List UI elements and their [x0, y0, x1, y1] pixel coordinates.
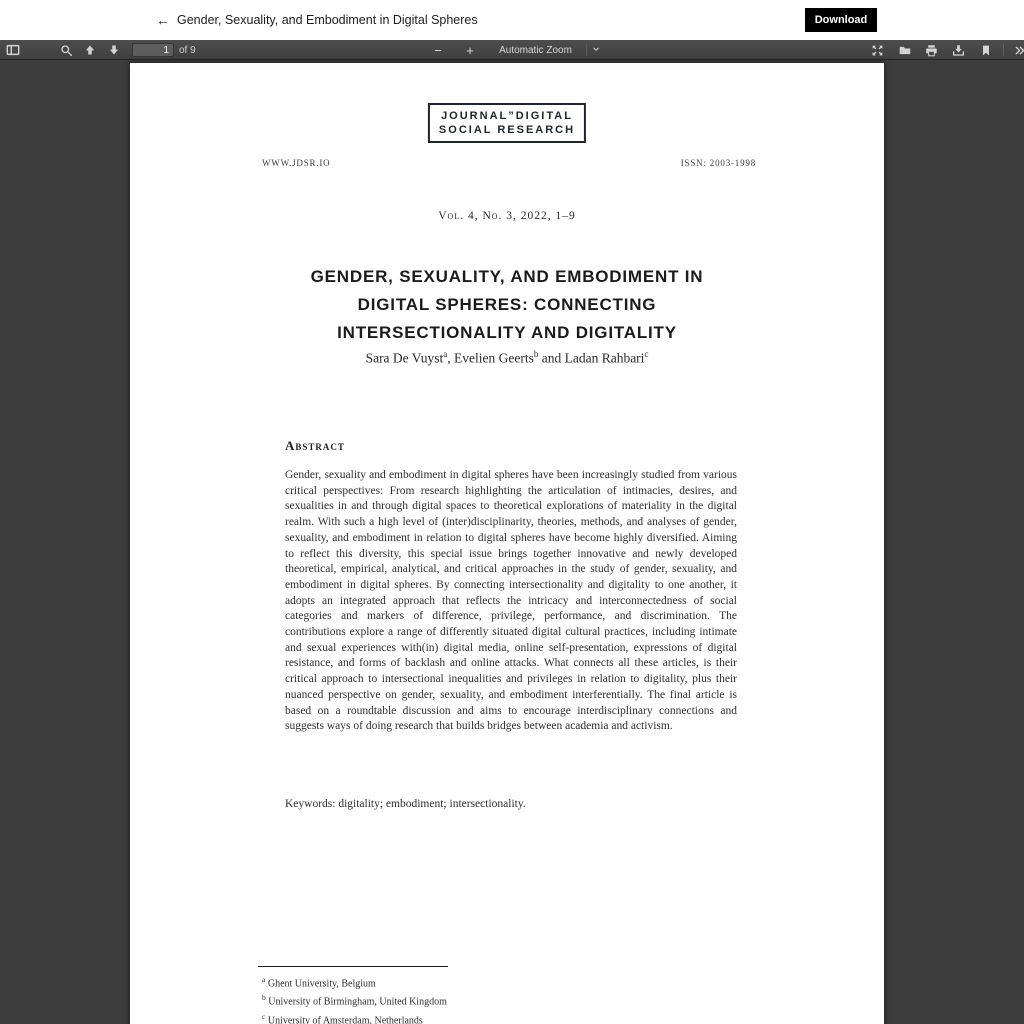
- journal-website: WWW.JDSR.IO: [262, 158, 331, 168]
- footnote-b: $^b$ University of Birmingham, United Kingdom: [262, 993, 447, 1008]
- zoom-in-button[interactable]: +: [466, 42, 474, 58]
- pdf-toolbar: [0, 40, 1024, 60]
- author-line: Sara De Vuyst$^a$, Evelien Geerts$^b$ and Ladan Rahbari$^c$: [365, 349, 649, 366]
- journal-issn: ISSN: 2003-1998: [680, 158, 756, 168]
- zoom-mode-label: Automatic Zoom: [499, 44, 572, 56]
- download-button[interactable]: Download: [805, 8, 877, 32]
- toolbar-overflow-icon[interactable]: [1008, 40, 1024, 60]
- footnote-rule: [258, 966, 448, 967]
- page-number-input[interactable]: [132, 43, 174, 57]
- previous-page-icon[interactable]: [78, 40, 102, 60]
- zoom-out-button[interactable]: −: [434, 42, 442, 58]
- next-page-icon[interactable]: [102, 40, 126, 60]
- print-icon[interactable]: [918, 40, 945, 60]
- journal-logo-line1: JOURNAL”DIGITAL: [441, 110, 573, 122]
- zoom-mode-select[interactable]: [493, 40, 601, 60]
- browser-bar: [0, 0, 1024, 40]
- zoom-select-divider: [586, 44, 587, 56]
- open-file-icon[interactable]: [891, 40, 918, 60]
- toolbar-divider: [1003, 44, 1004, 56]
- download-icon[interactable]: [945, 40, 972, 60]
- journal-logo-line2: SOCIAL RESEARCH: [438, 124, 576, 136]
- back-arrow-icon[interactable]: ←: [156, 12, 170, 28]
- chevron-down-icon: [591, 41, 601, 59]
- footnote-c: $^c$ University of Amsterdam, Netherlands: [262, 1011, 423, 1024]
- presentation-mode-icon[interactable]: [864, 40, 891, 60]
- pdf-page-1: [130, 63, 884, 1024]
- journal-meta-row: [262, 158, 756, 168]
- footnote-a: $^a$ Ghent University, Belgium: [262, 975, 376, 990]
- keywords-line: Keywords: digitality; embodiment; intersectionality.: [285, 798, 526, 810]
- abstract-heading: Abstract: [285, 438, 345, 453]
- document-title: Gender, Sexuality, and Embodiment in Digital Spheres: [177, 13, 478, 27]
- bookmark-icon[interactable]: [972, 40, 999, 60]
- footnotes: [262, 973, 447, 1024]
- journal-logo: [428, 103, 586, 143]
- article-title: GENDER, SEXUALITY, AND EMBODIMENT IN DIGITAL SPHERES: CONNECTING INTERSECTIONALITY AND DIGITALITY: [310, 267, 704, 342]
- search-icon[interactable]: [54, 40, 78, 60]
- page-count-label: of 9: [179, 44, 196, 56]
- sidebar-toggle-icon[interactable]: [0, 40, 26, 60]
- pdf-viewer-area[interactable]: [0, 60, 1024, 1023]
- abstract-text: Gender, sexuality and embodiment in digital spheres have been increasingly studied from various critical perspectives: From research highlighting the articulation of intimacies, desires, and sexualities in and through digital spaces to theoretical explorations of materiality in the digital realm. With such a high level of (inter)disciplinarity, theories, methods, and analyses of gender, sexuality, and embodiment in relation to digital spheres have become highly diversified. Aiming to reflect this diversity, this special issue brings together innovative and newly developed theoretical, empirical, analytical, and critical approaches in the study of gender, sexuality, and embodiment in digital spheres. By connecting intersectionality and digitality to one another, it adopts an integrated approach that reflects the intricacy and interconnectedness of social categories and markers of difference, privilege, performance, and discrimination. The contributions explore a range of differently situated digital cultural practices, including intimate and sexual experiences with(in) digital media, online self-presentation, expressions of digital resistance, and forms of backlash and online attacks. What connects all these articles, is their critical approach to intersectional inequalities and privileges in relation to digitality, plus their nuanced perspective on gender, sexuality, and embodiment interferentially. The final article is based on a roundtable discussion and aims to encourage interdisciplinary connections and suggests ways of doing research that builds bridges between academia and activism.: [285, 469, 737, 733]
- volume-line: Vol. 4, No. 3, 2022, 1–9: [438, 210, 576, 222]
